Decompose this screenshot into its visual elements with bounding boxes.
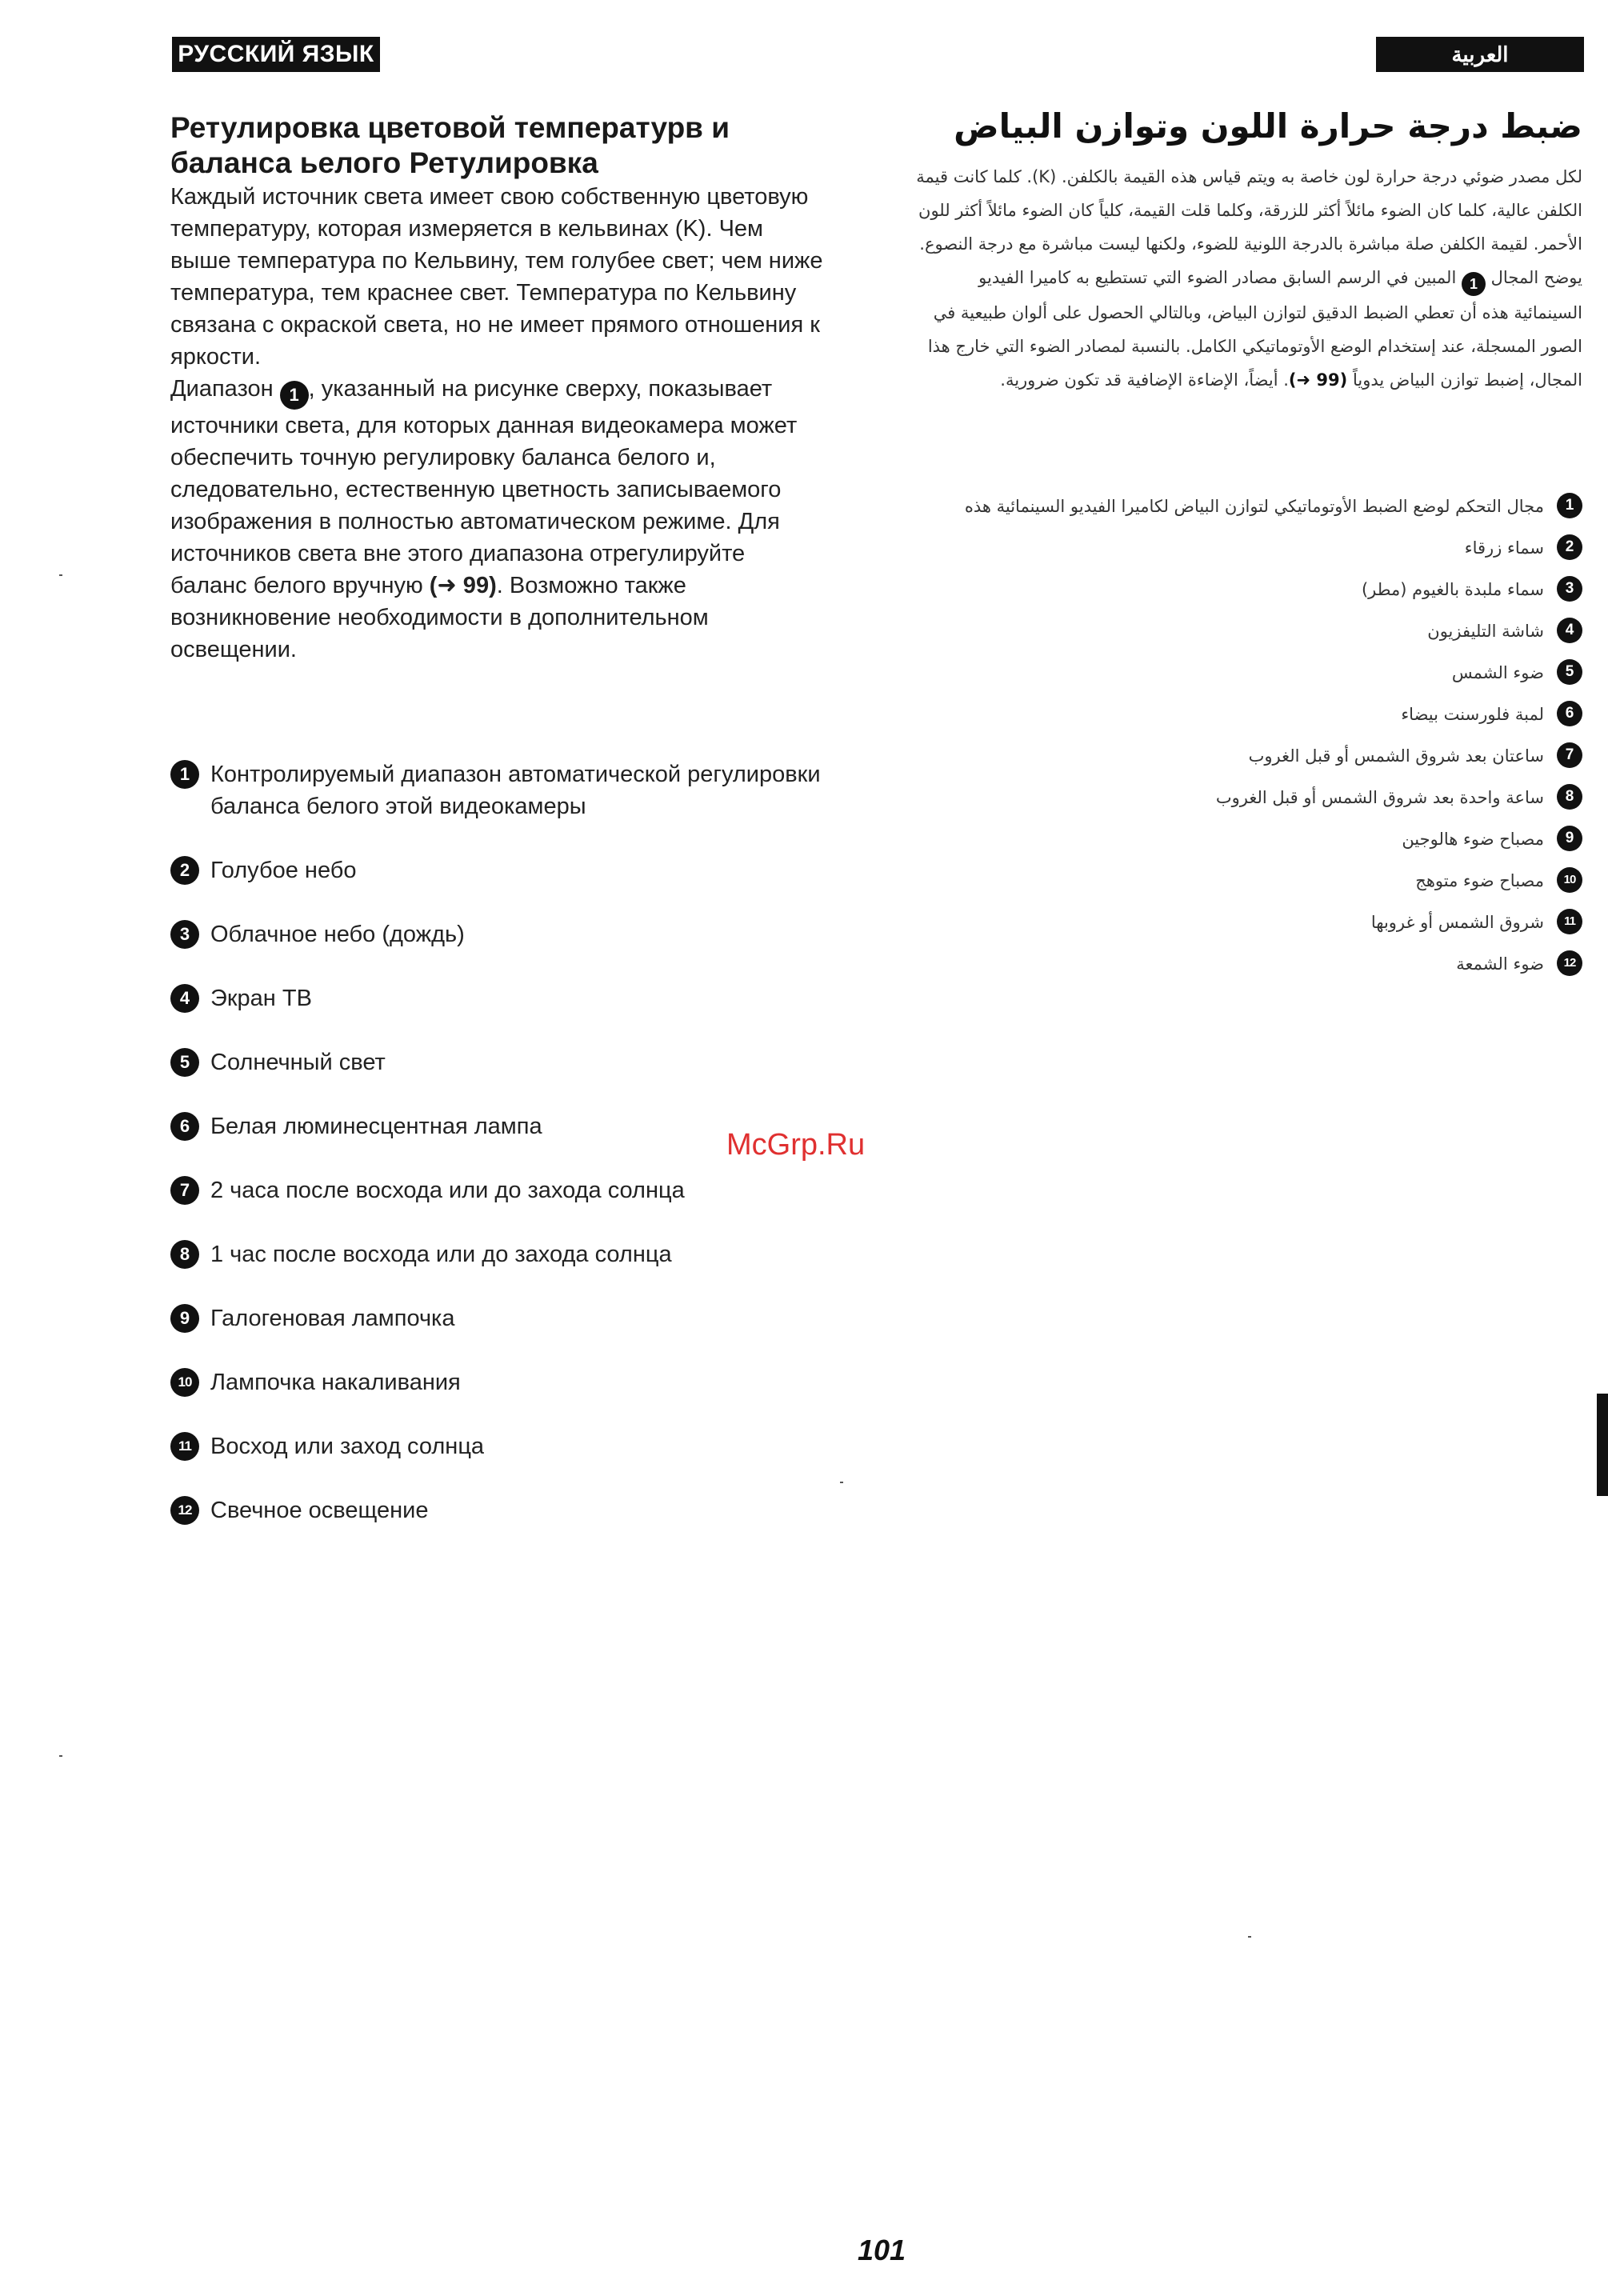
arabic-legend-item [910,864,1582,898]
circled-number-icon: 12 [1557,950,1582,976]
legend-item-text: سماء زرقاء [1464,538,1544,558]
arabic-legend-item [910,739,1582,773]
circled-number-icon: 3 [170,920,199,949]
circled-number-icon: 4 [170,984,199,1013]
russian-paragraph-2 [170,373,826,666]
circled-number-icon: 7 [170,1176,199,1205]
circled-number-icon: 1 [1557,493,1582,518]
circled-number-icon: 8 [1557,784,1582,810]
russian-legend-item [170,1302,834,1334]
legend-item-text: Голубое небо [210,858,357,883]
circled-number-icon: 11 [170,1432,199,1461]
circled-number-icon: 7 [1557,742,1582,768]
russian-paragraph-1: Каждый источник света имеет свою собственную цветовую температуру, которая измеряется в кельвинах (K). Чем выше температура по Кельвину, тем голубее свет; чем ниже температура, тем краснее свет. Температура по Кельвину связана с окраской света, но не имеет прямого отношения к яркости. [170,184,823,370]
circled-number-icon: 11 [1557,909,1582,934]
legend-item-text: Свечное освещение [210,1498,429,1523]
arabic-legend-item [910,947,1582,981]
page-edge-tab [1597,1394,1608,1496]
arabic-legend-list [910,490,1582,981]
legend-item-text: مصباح ضوء متوهج [1415,871,1544,890]
russian-para2-start: Диапазон [170,376,274,402]
legend-item-text: 1 час после восхода или до захода солнца [210,1242,672,1267]
arabic-legend-item [910,490,1582,523]
arabic-legend-item [910,614,1582,648]
circled-number-icon: 10 [170,1368,199,1397]
russian-legend-item [170,982,834,1014]
circled-number-icon: 3 [1557,576,1582,602]
arabic-para2-start: يوضح المجال [1490,268,1582,287]
arabic-legend-item [910,698,1582,731]
arabic-paragraph-1: لكل مصدر ضوئي درجة حرارة لون خاصة به ويتم قياس هذه القيمة بالكلفن. (K). كلما كانت قيمة الكلفن عالية، كلما كان الضوء مائلاً أكثر للزرقة، وكلما قلت القيمة، كلياً كان الضوء مائلاً أكثر للون الأحمر. لقيمة الكلفن صلة مباشرة بالدرجة اللونية للضوء، ولكنها ليست مباشرة مع درجة النصوع. [916,167,1582,254]
legend-item-text: مجال التحكم لوضع الضبط الأوتوماتيكي لتوازن البياض لكاميرا الفيديو السينمائية هذه [964,497,1544,516]
circled-number-icon: 1 [280,381,309,410]
scan-speck [1248,1936,1251,1938]
arabic-legend-item [910,822,1582,856]
arabic-para2-end: . أيضاً، الإضاءة الإضافية قد تكون ضرورية. [1000,370,1289,390]
arabic-column [910,102,1582,397]
russian-legend-item [170,918,834,950]
legend-item-text: ساعتان بعد شروق الشمس أو قبل الغروب [1248,746,1544,766]
russian-legend-item [170,1174,834,1206]
legend-item-text: Лампочка накаливания [210,1370,461,1395]
legend-item-text: Экран ТВ [210,986,312,1011]
legend-item-text: مصباح ضوء هالوجين [1402,830,1544,849]
arabic-paragraph-2 [910,261,1582,397]
circled-number-icon: 10 [1557,867,1582,893]
legend-item-text: ساعة واحدة بعد شروق الشمس أو قبل الغروب [1215,788,1544,807]
russian-legend-item [170,1238,834,1270]
russian-legend-item [170,1494,834,1526]
russian-para2-end: . Возможно также возникновение необходимости в дополнительном освещении. [170,573,709,662]
arabic-legend-item [910,906,1582,939]
circled-number-icon: 6 [170,1112,199,1141]
legend-item-text: شاشة التليفزيون [1427,622,1544,641]
legend-item-text: سماء ملبدة بالغيوم (مطر) [1361,580,1544,599]
arabic-legend-item [910,531,1582,565]
legend-item-text: شروق الشمس أو غروبها [1370,913,1544,932]
circled-number-icon: 9 [170,1304,199,1333]
legend-item-text: 2 часа после восхода или до захода солнца [210,1178,685,1203]
legend-item-text: ضوء الشمس [1451,663,1544,682]
russian-legend-item [170,758,834,822]
arabic-legend-item [910,573,1582,606]
page-number: 101 [858,2234,906,2266]
russian-legend-item [170,854,834,886]
legend-item-text: Контролируемый диапазон автоматической регулировки баланса белого этой видеокамеры [210,762,821,819]
russian-section-title: Ретулировка цветовой температурв и баланса ьелого Ретулировка [170,111,730,179]
circled-number-icon: 5 [1557,659,1582,685]
arabic-legend-item [910,781,1582,814]
language-badge-arabic: العربية [1376,37,1584,72]
legend-item-text: Облачное небо (дождь) [210,922,465,947]
circled-number-icon: 4 [1557,618,1582,643]
circled-number-icon: 2 [1557,534,1582,560]
arabic-section-title: ضبط درجة حرارة اللون وتوازن البياض [954,106,1582,146]
legend-item-text: Галогеновая лампочка [210,1306,455,1331]
arabic-para2-body: المبين في الرسم السابق مصادر الضوء التي تستطيع به كاميرا الفيديو السينمائية هذه أن تعطي الضبط الدقيق لتوازن البياض، وبالتالي الحصول على ألوان طبيعية في الصور المسجلة، عند إستخدام الوضع الأوتوماتيكي الكامل. بالنسبة لمصادر الضوء التي خارج هذا المجال، إضبط توازن البياض يدوياً [927,268,1582,390]
russian-para2-body: , указанный на рисунке сверху, показывает источники света, для которых данная видеокамера может обеспечить точную регулировку баланса белого и, следовательно, естественную цветность записываемого изображения в полностью автоматическом режиме. Для источников света вне этого диапазона отрегулируйте баланс белого вручную [170,376,798,598]
legend-item-text: ضوء الشمعة [1456,954,1544,974]
language-badge-russian: РУССКИЙ ЯЗЫК [172,37,380,72]
legend-item-text: Солнечный свет [210,1050,386,1075]
legend-item-text: لمبة فلورسنت بيضاء [1401,705,1544,724]
circled-number-icon: 5 [170,1048,199,1077]
circled-number-icon: 8 [170,1240,199,1269]
legend-item-text: Белая люминесцентная лампа [210,1114,542,1139]
watermark-text: McGrp.Ru [726,1128,866,1162]
circled-number-icon: 1 [1462,272,1486,296]
circled-number-icon: 6 [1557,701,1582,726]
scan-speck [59,574,62,576]
circled-number-icon: 2 [170,856,199,885]
russian-column [170,110,826,666]
circled-number-icon: 9 [1557,826,1582,851]
legend-item-text: Восход или заход солнца [210,1434,485,1459]
scan-speck [840,1482,843,1483]
scan-speck [59,1755,62,1757]
page-reference: (➜ 99) [429,573,497,598]
circled-number-icon: 12 [170,1496,199,1525]
page-reference: (99 ➜) [1288,370,1348,390]
russian-legend-item [170,1366,834,1398]
circled-number-icon: 1 [170,760,199,789]
russian-legend-item [170,1430,834,1462]
russian-legend-item [170,1046,834,1078]
arabic-legend-item [910,656,1582,690]
